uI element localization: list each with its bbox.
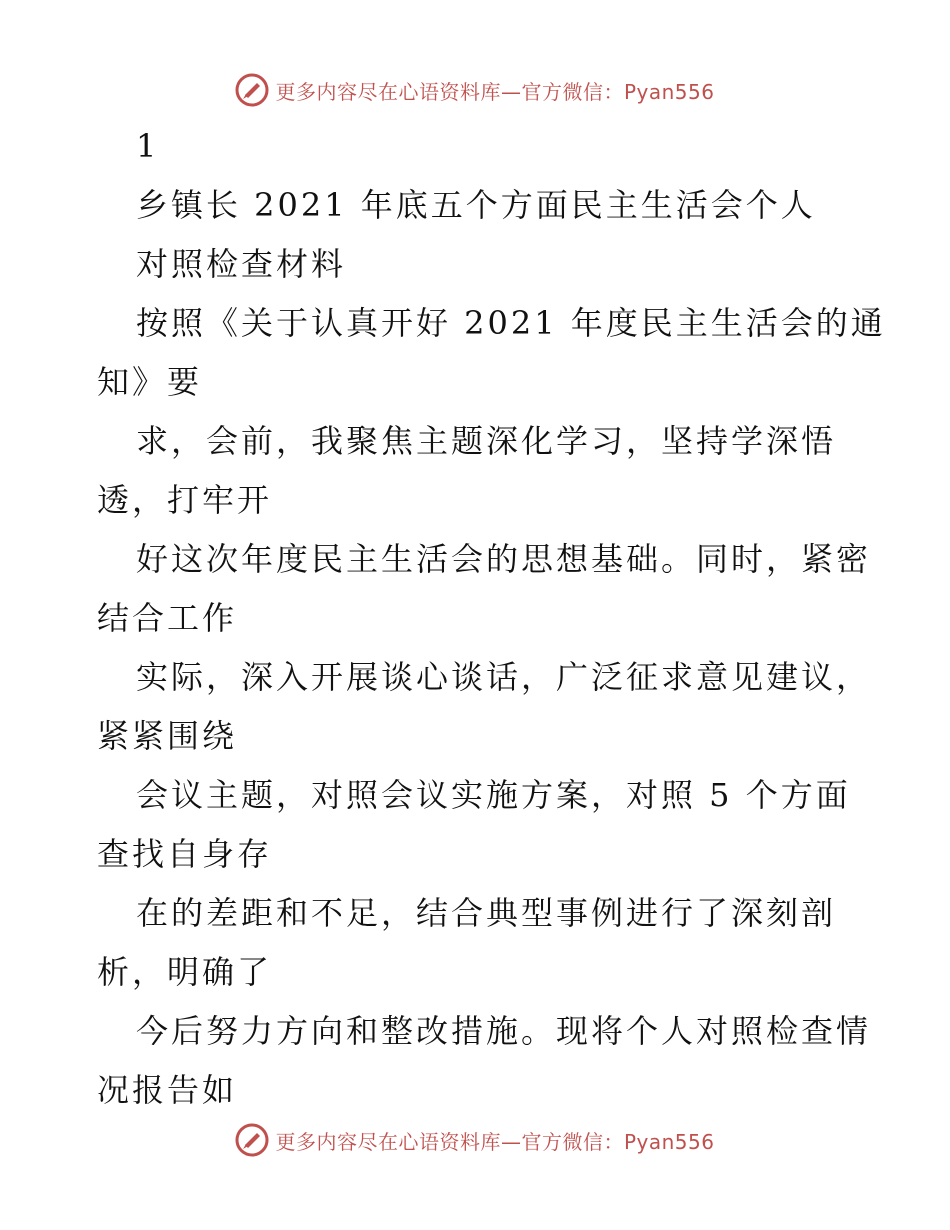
document-title-line-1: 乡镇长 2021 年底五个方面民主生活会个人 [136,186,816,224]
paragraph-line: 紧紧围绕 [97,717,238,755]
paragraph-line: 查找自身存 [97,835,273,873]
paragraph-line: 求，会前，我聚焦主题深化学习，坚持学深悟 [136,422,837,460]
paragraph-line: 知》要 [97,363,203,401]
page-number: 1 [136,127,160,165]
paragraph-line: 析，明确了 [97,953,273,991]
watermark-banner-bottom [0,1120,950,1160]
paragraph-line: 好这次年度民主生活会的思想基础。同时，紧密 [136,540,872,578]
paragraph-line: 今后努力方向和整改措施。现将个人对照检查情 [136,1012,872,1050]
watermark-text: 更多内容尽在心语资料库—官方微信：Pyan556 [275,79,715,104]
paragraph-line: 透，打牢开 [97,481,273,519]
paragraph-line: 会议主题，对照会议实施方案，对照 5 个方面 [136,776,851,814]
paragraph-line: 实际，深入开展谈心谈话，广泛征求意见建议， [136,658,872,696]
paragraph-line: 结合工作 [97,599,238,637]
document-title-line-2: 对照检查材料 [136,245,347,283]
paragraph-line: 按照《关于认真开好 2021 年度民主生活会的通 [136,304,886,342]
paragraph-line: 况报告如 [97,1071,238,1109]
logo-icon [235,1123,269,1157]
watermark-text: 更多内容尽在心语资料库—官方微信：Pyan556 [275,1129,715,1154]
paragraph-line: 在的差距和不足，结合典型事例进行了深刻剖 [136,894,837,932]
